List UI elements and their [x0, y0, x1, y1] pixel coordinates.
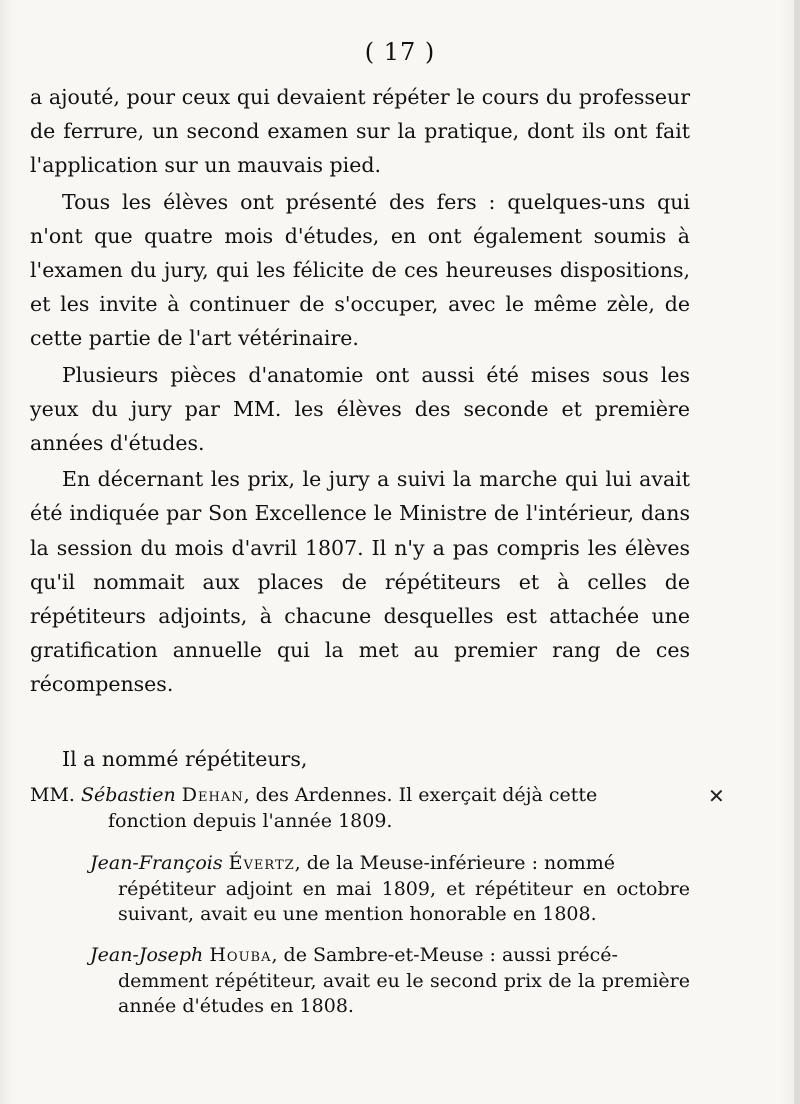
entry-continuation: demment répétiteur, avait eu le second prix de la première année d'études en 1808.: [118, 969, 690, 1017]
entry-first-line: [30, 783, 690, 809]
paragraph-continuation: a ajouté, pour ceux qui devaient répéter le cours du professeur de ferrure, un second examen sur la pratique, dont ils ont fait l'application sur un mauvais pied.: [30, 85, 690, 178]
entry-continuation: répétiteur adjoint en mai 1809, et répétiteur en octobre suivant, avait eu une mention honorable en 1808.: [118, 877, 690, 925]
entry-first-line: [90, 943, 690, 969]
given-name: Sébastien: [81, 784, 176, 806]
margin-mark-icon: ✕: [708, 784, 725, 808]
entry-evertz: [90, 851, 690, 928]
given-name: Jean-Joseph: [90, 944, 204, 966]
entry-first-line: [90, 851, 690, 877]
section-gap: [30, 702, 690, 742]
entry-line-one: , de la Meuse-inférieure : nommé: [294, 852, 615, 874]
body-text: [30, 80, 690, 776]
given-name: Jean-François: [90, 852, 223, 874]
entry-dehan: [30, 783, 690, 834]
page-number: ( 17 ): [364, 38, 436, 66]
surname: Dehan: [181, 784, 244, 806]
entry-houba: [90, 943, 690, 1020]
appointed-heading: Il a nommé répétiteurs,: [62, 746, 308, 771]
entry-line-one: , de Sambre-et-Meuse : aussi précé-: [271, 944, 618, 966]
surname: Évertz: [228, 852, 295, 874]
paragraph-fers: Tous les élèves ont présenté des fers : quelques-uns qui n'ont que quatre mois d'études, en ont également soumis à l'examen du jury, qui les félicite de ces heureuses dispositions, et les invite à continuer de s'occuper, avec le même zèle, de cette partie de l'art vétérinaire.: [30, 189, 690, 351]
entry-prefix: MM.: [30, 784, 75, 806]
scan-edge: [794, 0, 800, 1104]
entry-continuation: fonction depuis l'année 1809.: [108, 809, 393, 832]
entry-line-one: , des Ardennes. Il exerçait déjà cette: [243, 784, 598, 806]
paragraph-prix: En décernant les prix, le jury a suivi la marche qui lui avait été indiquée par Son Excellence le Ministre de l'intérieur, dans la session du mois d'avril 1807. Il n'y a pas compris les élèves qu'il nommait aux places de répétiteurs et à celles de répétiteurs adjoints, à chacune desquelles est attachée une gratification annuelle qui la met au premier rang de ces récompenses.: [30, 467, 690, 697]
surname: Houba: [209, 944, 272, 966]
paragraph-anatomie: Plusieurs pièces d'anatomie ont aussi été mises sous les yeux du jury par MM. les élèves des seconde et première années d'études.: [30, 362, 690, 456]
